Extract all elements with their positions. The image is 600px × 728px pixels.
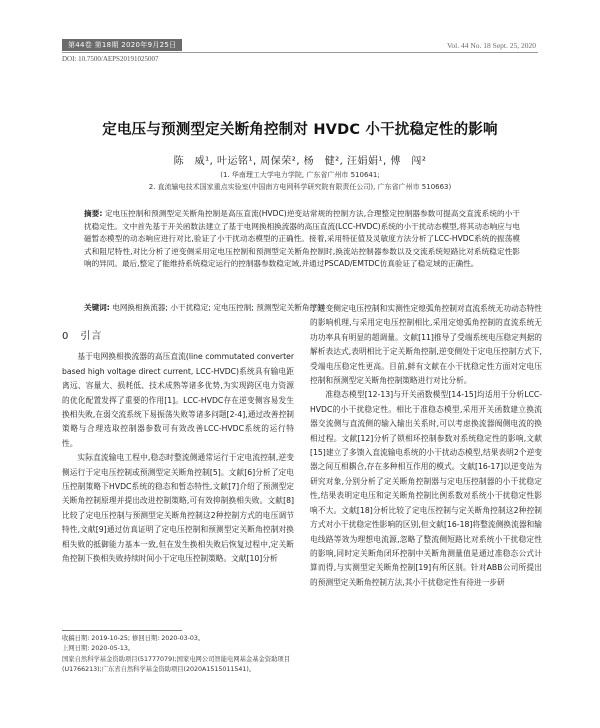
- volume-info: Vol. 44 No. 18 Sept. 25, 2020: [446, 40, 536, 50]
- footnotes: [62, 634, 294, 676]
- abstract-text: 定电压控制和预测型定关断角控制是高压直流(HVDC)逆变站常规的控制方法,合理整定控制器参数可提高交直流系统的小干扰稳定性。文中首先基于开关函数法建立了基于电网换相换流器的高压直流(LCC-HVDC)系统的小干扰动态模型,将其动态响应与电磁暂态模型的动态响应进行对比,验证了小干扰动态模型的正确性。接着,采用特征值及灵敏度方法分析了LCC-HVDC系统的振荡模式和阻尼特性,对比分析了逆变侧采用定电压控制和预测型定关断角控制时,换流站控制器参数以及交流系统短路比对系统稳定性影响的异同。最后,整定了能维持系统稳定运行的控制器参数稳定域,并通过PSCAD/EMTDC仿真验证了稳定域的正确性。: [84, 209, 520, 269]
- footnote-online: 上网日期: 2020-05-13。: [62, 645, 135, 653]
- paper-title: 定电压与预测型定关断角控制对 HVDC 小干扰稳定性的影响: [102, 122, 498, 138]
- journal-header: [0, 38, 600, 52]
- affiliation-1: (1. 华南理工大学电力学院, 广东省广州市 510641;: [220, 171, 380, 179]
- right-column: [310, 302, 542, 590]
- intro-paragraph-2: 实际直流输电工程中,稳态时整流侧通常运行于定电流控制,逆变侧运行于定电压控制或预测型定关断角控制[5]。文献[6]分析了定电压控制策略下HVDC系统的稳态和暂态特性,文献[7]介绍了预测型定关断角控制原理并提出改进控制策略,可有效抑制换相失败。文献[8]比较了定电压控制与预测型定关断角控制这2种控制方式的电压调节特性,文献[9]通过仿真证明了定电压控制和预测型定关断角控制对换相失败的抵御能力基本一致,但在发生换相失败后恢复过程中,定关断角控制下换相失败持续时间小于定电压控制策略。文献[10]分析: [62, 453, 294, 564]
- section-title-intro: 0 引言: [62, 331, 103, 342]
- footnote-funding: 国家自然科学基金资助项目(51777079);国家电网公司智能电网基金基金资助项目(U1766213);广东省自然科学基金资助项目(2020A1515011541)。: [62, 655, 290, 674]
- issue-badge: 第44卷 第18期 2020年9月25日: [62, 39, 182, 51]
- right-paragraph-1: 了逆变侧定电压控制和实测性定熄弧角控制对直流系统无功动态特性的影响机理,与采用定电压控制相比,采用定熄弧角控制的直流系统无功功率具有明显的超调量。文献[11]推导了受端系统电压稳定判据的解析表达式,表明相比于定关断角控制,逆变侧处于定电压控制方式下,受端电压稳定性更高。目前,鲜有文献在小干扰稳定性方面对定电压控制和预测型定关断角控制策略进行对比分析。: [310, 304, 542, 386]
- affiliation-2: 2. 直流输电技术国家重点实验室(中国南方电网科学研究院有限责任公司), 广东省广州市 510663): [148, 183, 452, 191]
- doi-text[interactable]: DOI: 10.7500/AEPS20191025007: [62, 55, 159, 63]
- abstract: [84, 208, 520, 271]
- footnote-divider: [62, 630, 182, 631]
- keywords-text: 电网换相换流器; 小干扰稳定; 定电压控制; 预测型定关断角控制: [112, 303, 325, 312]
- left-column: [62, 330, 294, 567]
- author-list: 陈 威¹, 叶运铭¹, 周保荣², 杨 健², 汪娟娟¹, 傅 闯²: [173, 156, 427, 167]
- footnote-received: 收稿日期: 2019-10-25; 修回日期: 2020-03-03。: [62, 635, 205, 642]
- right-paragraph-2: 准稳态模型[12-13]与开关函数模型[14-15]均适用于分析LCC-HVDC的小干扰稳定性。相比于准稳态模型,采用开关函数建立换流器交流侧与直流侧的输入输出关系时,可以考虑换流器阀侧电流的换相过程。文献[12]分析了锁相环控制参数对系统稳定性的影响,文献[15]建立了多馈入直流输电系统的小干扰动态模型,结果表明2个逆变器之间互相耦合,存在多种相互作用的模式。文献[16-17]以逆变站为研究对象,分别分析了定关断角控制器与定电压控制器的小干扰稳定性,结果表明定电压和定关断角控制比例系数对系统小干扰稳定性影响不大。文献[18]分析比较了定电压控制与定关断角控制这2种控制方式对小干扰稳定性影响的区别,但文献[16-18]将整流侧换流器和输电线路等效为理想电流源,忽略了整流侧短路比对系统小干扰稳定性的影响,同时定关断角闭环控制中关断角测量值是通过准稳态公式计算而得,与实测型定关断角控制[19]有所区别。针对ABB公司所提出的预测型定关断角控制方法,其小干扰稳定性有待进一步研: [310, 390, 542, 587]
- keywords-label: 关键词:: [84, 303, 110, 312]
- intro-paragraph-1: 基于电网换相换流器的高压直流(line commutated converter based high voltage direct current, LCC-HVDC)系统具有输电距离远、容量大、损耗低、技术成熟等诸多优势,为实现跨区电力资源的优化配置发挥了重要的作用[1]。LCC-HVDC存在逆变侧容易发生换相失败,在弱交流系统下易振荡失败等诸多问题[2-4],通过改善控制策略与合理选取控制器参数可有效改善LCC-HVDC系统的运行特性。: [62, 352, 294, 448]
- header-divider: [62, 52, 538, 53]
- abstract-label: 摘要:: [84, 209, 103, 218]
